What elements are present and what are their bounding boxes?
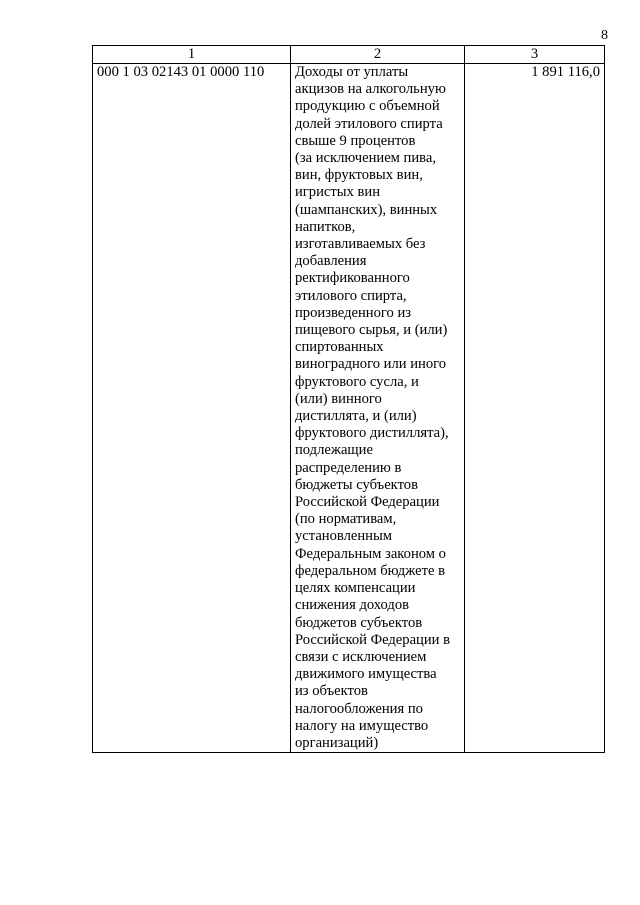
description-line: движимого имущества [295,666,437,683]
description-line: бюджетов субъектов [295,614,423,631]
description-line: (по нормативам, [295,511,397,528]
description-line: изготавливаемых без [295,236,426,253]
description-line: бюджеты субъектов [295,476,418,493]
description-line: (или) винного [295,390,382,407]
description-line: налогу на имущество [295,717,429,734]
revenue-description [291,64,465,753]
description-line: из объектов [295,683,368,700]
table-row [93,64,605,753]
description-line: ректификованного [295,270,410,287]
column-header-3: 3 [465,46,605,64]
description-line: Федеральным законом о [295,545,446,562]
description-line: виноградного или иного [295,356,447,373]
description-line: напитков, [295,218,356,235]
amount-value: 1 891 116,0 [465,64,605,753]
description-line: Российской Федерации [295,494,440,511]
description-line: акцизов на алкогольную [295,81,446,98]
description-line: целях компенсации [295,580,416,597]
description-line: снижения доходов [295,597,410,614]
description-line: налогообложения по [295,700,423,717]
description-line: связи с исключением [295,648,427,665]
page-number: 8 [601,28,608,43]
description-line: организаций) [295,734,379,751]
revenue-table [92,45,605,753]
description-line: подлежащие [295,442,373,459]
description-line: Доходы от уплаты [295,64,409,80]
description-line: фруктового сусла, и [295,373,419,390]
description-line: свыше 9 процентов [295,132,416,149]
description-line: произведенного из [295,304,412,321]
description-line: продукцию с объемной [295,98,440,115]
description-line: фруктового дистиллята), [295,425,449,442]
description-line: вин, фруктовых вин, [295,167,423,184]
column-header-2: 2 [291,46,465,64]
description-line: федеральном бюджете в [295,562,445,579]
description-line: дистиллята, и (или) [295,408,417,425]
description-line: пищевого сырья, и (или) [295,322,448,339]
description-line: добавления [295,253,367,270]
description-line: распределению в [295,459,402,476]
description-line: спиртованных [295,339,384,356]
column-header-1: 1 [93,46,291,64]
description-line: Российской Федерации в [295,631,451,648]
description-line: игристых вин [295,184,381,201]
description-line: этилового спирта, [295,287,407,304]
header-row [93,46,605,64]
classification-code: 000 1 03 02143 01 0000 110 [93,64,291,753]
description-line: (за исключением пива, [295,150,436,167]
description-line: долей этилового спирта [295,115,443,132]
description-line: (шампанских), винных [295,201,438,218]
description-line: установленным [295,528,393,545]
